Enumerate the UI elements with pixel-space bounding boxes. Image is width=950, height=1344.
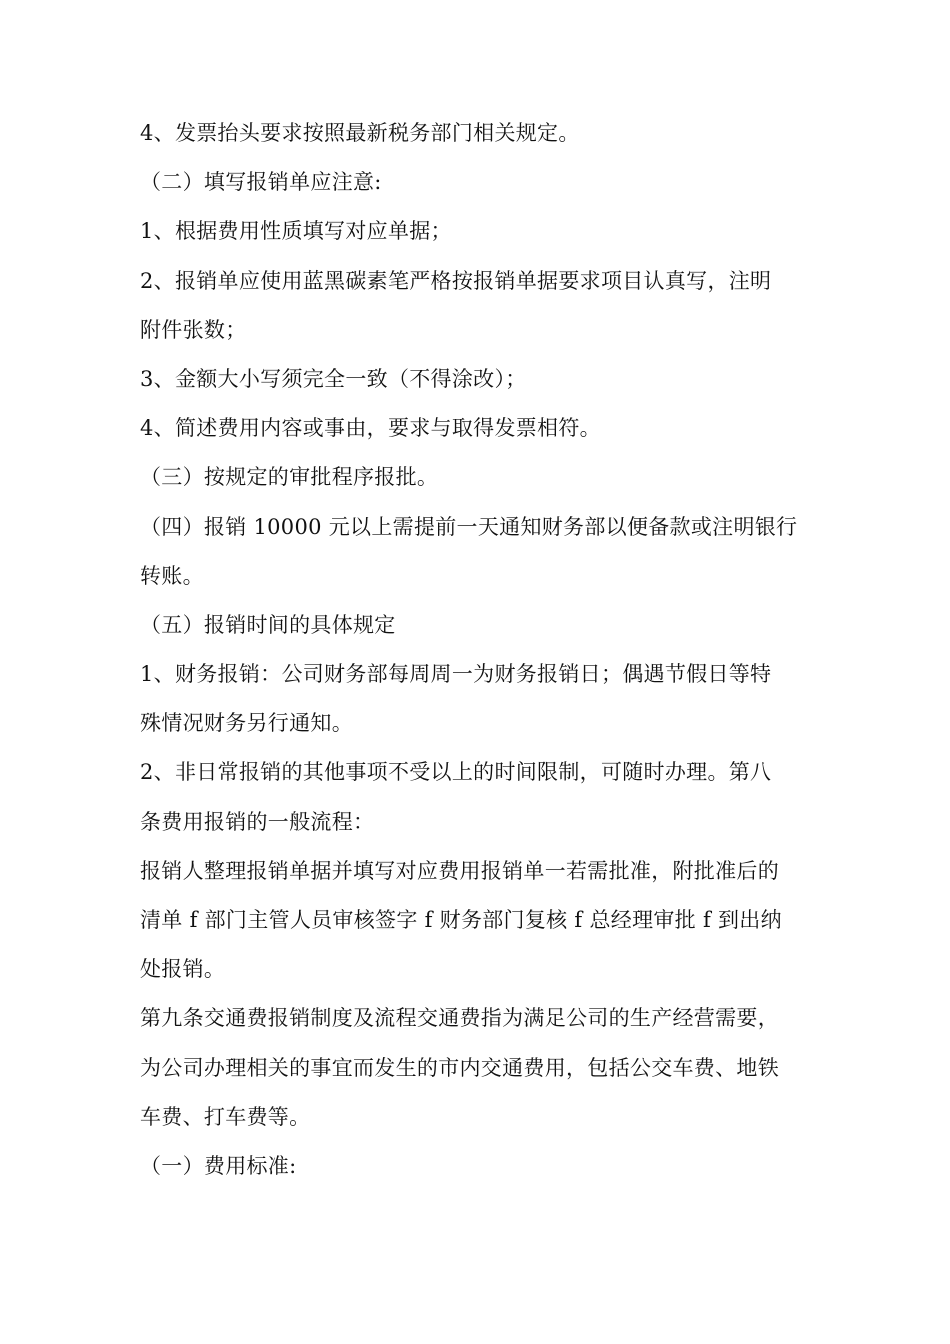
text-line: 条费用报销的一般流程：: [140, 809, 375, 834]
text-line: 第九条交通费报销制度及流程交通费指为满足公司的生产经营需要，: [140, 1006, 779, 1031]
text-line: 清单 f 部门主管人员审核签字 f 财务部门复核 f 总经理审批 f 到出纳: [140, 908, 782, 932]
text-line: 2、报销单应使用蓝黑碳素笔严格按报销单据要求项目认真写，注明: [140, 268, 772, 293]
text-line: 殊情况财务另行通知。: [140, 711, 353, 736]
text-line: 1、财务报销：公司财务部每周周一为财务报销日；偶遇节假日等特: [140, 662, 772, 687]
text-line: 4、简述费用内容或事由，要求与取得发票相符。: [140, 416, 601, 441]
text-line: 4、发票抬头要求按照最新税务部门相关规定。: [140, 121, 580, 145]
section-heading: （一）费用标准:: [140, 1153, 297, 1178]
section-heading: （五）报销时间的具体规定: [140, 612, 396, 637]
text-line: 1、根据费用性质填写对应单据；: [140, 219, 452, 244]
document-body: [140, 109, 810, 1191]
text-line: 处报销。: [140, 957, 226, 982]
text-line: 转账。: [140, 563, 204, 588]
text-line: 为公司办理相关的事宜而发生的市内交通费用，包括公交车费、地铁: [140, 1055, 779, 1080]
text-line: 2、非日常报销的其他事项不受以上的时间限制，可随时办理。第八: [140, 760, 772, 785]
text-line: 报销人整理报销单据并填写对应费用报销单一若需批准，附批准后的: [140, 858, 779, 883]
text-line: 3、金额大小写须完全一致（不得涂改）；: [140, 366, 527, 391]
section-heading: （二）填写报销单应注意:: [140, 170, 382, 195]
text-line: 附件张数；: [140, 317, 247, 342]
section-heading: （三）按规定的审批程序报批。: [140, 465, 439, 490]
text-line: 车费、打车费等。: [140, 1104, 311, 1129]
section-heading: （四）报销 10000 元以上需提前一天通知财务部以便备款或注明银行: [140, 514, 798, 539]
